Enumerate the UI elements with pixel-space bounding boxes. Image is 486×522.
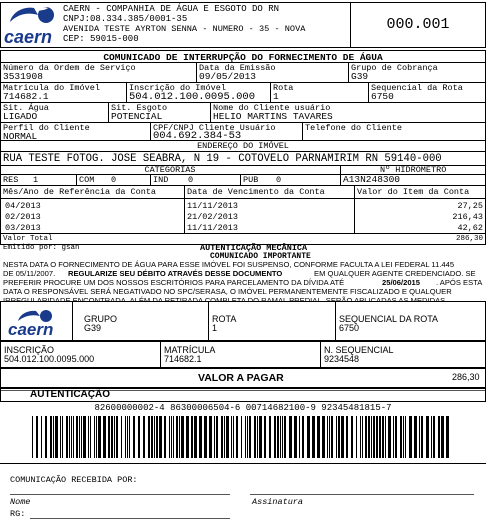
barcode-bar	[371, 416, 372, 458]
barcode-bar	[125, 416, 126, 458]
notice-line-2a: DE 05/11/2007.	[3, 269, 56, 278]
barcode-bar	[216, 416, 218, 458]
barcode-bar	[173, 416, 174, 458]
receipt-name-line	[10, 494, 230, 495]
sit-esgoto-value: POTENCIAL	[111, 111, 163, 122]
stub-nseq-value: 9234548	[324, 354, 360, 364]
barcode-bar	[88, 416, 89, 458]
matricula-value: 714682.1	[3, 91, 49, 102]
barcode-bar	[241, 416, 242, 458]
barcode-bar	[79, 416, 80, 458]
sit-esgoto-label: Sit. Esgoto	[111, 103, 168, 113]
barcode-bar	[299, 416, 300, 458]
autenticacao-label: AUTENTICAÇÃO	[30, 389, 110, 400]
company-cep: CEP: 59015-000	[63, 34, 139, 44]
barcode-bar	[181, 416, 184, 458]
col-ref-header: Mês/Ano de Referência da Conta	[3, 187, 157, 197]
barcode-bar	[302, 416, 304, 458]
sit-agua-label: Sit. Água	[3, 103, 49, 113]
stub-rota-label: ROTA	[212, 314, 237, 324]
total-value: 286,30	[455, 235, 483, 243]
barcode-bar	[236, 416, 238, 458]
barcode-bar	[111, 416, 113, 458]
hidrometro-value: A13N248300	[343, 174, 401, 185]
debt-valor: 27,25	[457, 201, 483, 211]
barcode-bar	[329, 416, 330, 458]
emissao-value: 09/05/2013	[199, 71, 257, 82]
barcode-bar	[73, 416, 74, 458]
debt-venc: 21/02/2013	[187, 212, 239, 222]
com-value: 0	[111, 175, 117, 185]
barcode-bar	[69, 416, 70, 458]
barcode-bar	[284, 416, 286, 458]
barcode-bar	[114, 416, 115, 458]
res-value: 1	[33, 175, 39, 185]
barcode-bar	[312, 416, 315, 458]
barcode-bar	[294, 416, 297, 458]
barcode-bar	[164, 416, 166, 458]
barcode-bar	[41, 416, 42, 458]
cliente-label: Nome do Cliente usuário	[213, 103, 331, 113]
barcode-bar	[403, 416, 404, 458]
barcode-bar	[438, 416, 440, 458]
barcode-digits: 82600000002-4 86300006504-6 00714682100-9 92345481815-7	[94, 403, 392, 413]
stub-inscricao-label: INSCRIÇÃO	[4, 345, 55, 355]
barcode-bar	[143, 416, 145, 458]
barcode-bar	[151, 416, 153, 458]
barcode-bar	[280, 416, 281, 458]
barcode-bar	[331, 416, 333, 458]
barcode-bar	[121, 416, 122, 458]
barcode-bar	[247, 416, 248, 458]
barcode-bar	[138, 416, 140, 458]
barcode-bar	[32, 416, 33, 458]
receipt-header: COMUNICAÇÃO RECEBIDA POR:	[10, 475, 138, 485]
categorias-header: CATEGORIAS	[144, 165, 196, 175]
barcode-bar	[71, 416, 72, 458]
auth-mecanica-label: AUTENTICAÇÃO MECÂNICA	[200, 243, 308, 253]
barcode-bar	[45, 416, 47, 458]
barcode-bar	[226, 416, 229, 458]
barcode-bar	[289, 416, 292, 458]
barcode-bar	[327, 416, 328, 458]
endereco-value: RUA TESTE FOTOG. JOSE SEABRA, N 19 - COTOVELO PARNAMIRIM RN 59140-000	[3, 153, 442, 165]
barcode-bar	[356, 416, 357, 458]
os-label: Número da Ordem de Serviço	[3, 63, 136, 73]
barcode-bar	[307, 416, 310, 458]
cliente-value: HELIO MARTINS TAVARES	[213, 111, 333, 122]
barcode-bar	[317, 416, 320, 458]
valor-a-pagar-label: VALOR A PAGAR	[198, 372, 284, 384]
rota-label: Rota	[273, 83, 294, 93]
barcode-bar	[233, 416, 234, 458]
cpf-label: CPF/CNPJ Cliente Usuário	[153, 123, 276, 133]
pub-value: 0	[276, 175, 282, 185]
barcode-bar	[90, 416, 91, 458]
barcode-bar	[393, 416, 394, 458]
barcode-bar	[433, 416, 435, 458]
emissao-label: Data da Emissão	[199, 63, 276, 73]
barcode-bar	[405, 416, 406, 458]
barcode-bar	[60, 416, 61, 458]
sit-agua-value: LIGADO	[3, 111, 38, 122]
col-venc-header: Data de Vencimento da Conta	[187, 187, 325, 197]
barcode-bar	[269, 416, 271, 458]
grupo-label: Grupo de Cobrança	[351, 63, 438, 73]
barcode-bar	[194, 416, 197, 458]
caern-logo	[4, 4, 58, 46]
barcode-bar	[133, 416, 135, 458]
receipt-signature-line	[250, 494, 474, 495]
barcode-bar	[379, 416, 381, 458]
barcode-bar	[414, 416, 417, 458]
barcode-bar	[176, 416, 178, 458]
debt-valor: 216,43	[452, 212, 483, 222]
barcode-bar	[94, 416, 95, 458]
barcode-bar	[62, 416, 63, 458]
barcode-bar	[186, 416, 189, 458]
barcode-bar	[431, 416, 432, 458]
stub-matricula-value: 714682.1	[164, 354, 202, 364]
receipt-assinatura-label: Assinatura	[252, 497, 304, 507]
ind-value: 0	[188, 175, 194, 185]
company-cnpj: CNPJ:08.334.385/0001-35	[63, 14, 188, 24]
barcode-bar	[373, 416, 375, 458]
barcode-bar	[277, 416, 279, 458]
barcode-bar	[341, 416, 344, 458]
debt-venc: 11/11/2013	[187, 201, 239, 211]
barcode-bar	[154, 416, 155, 458]
barcode-bar	[259, 416, 262, 458]
barcode-bar	[129, 416, 130, 458]
barcode-bar	[103, 416, 106, 458]
logo-text: caern	[4, 27, 53, 47]
company-address: AVENIDA TESTE AYRTON SENNA - NUMERO - 35 - NOVA	[63, 24, 306, 34]
notice-line-4: DATA O RESPONSÁVEL SERÁ NEGATIVADO NO SPC/SERASA, O IMÓVEL PERMANENTEMENTE FISCALIZADO E QUALQUER	[3, 287, 452, 296]
stub-matricula-label: MATRÍCULA	[164, 345, 216, 355]
barcode-bar	[388, 416, 391, 458]
barcode-bar	[245, 416, 246, 458]
barcode-bar	[282, 416, 283, 458]
receipt-rg-label: RG:	[10, 509, 26, 519]
barcode-bar	[221, 416, 223, 458]
receipt-nome-label: Nome	[10, 497, 31, 507]
stub-logo-text: caern	[8, 320, 54, 339]
barcode-bar	[351, 416, 353, 458]
caern-stub-logo	[8, 309, 68, 339]
stub-nseq-label: N. SEQUENCIAL	[324, 345, 394, 355]
notice-line-3c: . APÓS ESTA	[436, 278, 483, 287]
barcode-bar	[360, 416, 361, 458]
stub-grupo-label: GRUPO	[84, 314, 118, 324]
notice-title: COMUNICADO DE INTERRUPÇÃO DO FORNECIMENTO DE ÁGUA	[103, 52, 383, 63]
barcode-bar	[191, 416, 193, 458]
pub-label: PUB	[243, 175, 259, 185]
barcode-bar	[171, 416, 172, 458]
barcode-bar	[426, 416, 429, 458]
barcode-bar	[446, 416, 449, 458]
barcode-bar	[66, 416, 68, 458]
notice-line-3b: 25/06/2015	[382, 278, 421, 287]
barcode-bar	[76, 416, 78, 458]
barcode-bar	[385, 416, 386, 458]
barcode-bar	[395, 416, 397, 458]
barcode-bar	[419, 416, 420, 458]
rota-value: 1	[273, 91, 279, 102]
stub-seq-label: SEQUENCIAL DA ROTA	[339, 314, 439, 324]
grupo-value: G39	[351, 71, 369, 82]
perfil-value: NORMAL	[3, 131, 38, 142]
ind-label: IND	[153, 175, 169, 185]
barcode-bar	[346, 416, 348, 458]
document-number: 000.001	[386, 16, 450, 33]
barcode-bar	[214, 416, 215, 458]
emitido-label: Emitido por: gsan	[3, 244, 80, 252]
endereco-header: ENDEREÇO DO IMÓVEL	[197, 141, 289, 151]
barcode-bar	[116, 416, 118, 458]
total-label: Valor Total	[3, 235, 53, 243]
barcode-bar	[36, 416, 38, 458]
debt-venc: 11/11/2013	[187, 223, 239, 233]
barcode-bar	[338, 416, 340, 458]
barcode-bar	[231, 416, 232, 458]
notice-line-2c: EM QUALQUER AGENTE CREDENCIADO. SE	[314, 269, 476, 278]
notice-line-1: NESTA DATA O FORNECIMENTO DE ÁGUA PARA ESSE IMÓVEL FOI SUSPENSO, CONFORME FACULTA A LEI FEDERAL 11.445	[3, 260, 455, 269]
barcode-bar	[409, 416, 412, 458]
barcode-bar	[322, 416, 325, 458]
company-name: CAERN - COMPANHIA DE ÁGUA E ESGOTO DO RN	[63, 4, 280, 14]
barcode-bar	[204, 416, 207, 458]
barcode-bar	[98, 416, 101, 458]
inscricao-label: Inscrição do Imóvel	[129, 83, 226, 93]
telefone-label: Telefone do Cliente	[305, 123, 402, 133]
barcode-bar	[264, 416, 266, 458]
barcode	[30, 416, 456, 458]
notice-line-2b: REGULARIZE SEU DÉBITO ATRAVÉS DESSE DOCUMENTO	[68, 269, 283, 278]
barcode-bar	[50, 416, 52, 458]
col-valor-header: Valor do Item da Conta	[357, 187, 470, 197]
barcode-bar	[53, 416, 54, 458]
barcode-bar	[199, 416, 202, 458]
barcode-bar	[441, 416, 444, 458]
perfil-label: Perfil do Cliente	[3, 123, 90, 133]
barcode-bar	[254, 416, 256, 458]
seq-label: Sequencial da Rota	[371, 83, 463, 93]
barcode-bar	[421, 416, 423, 458]
barcode-bar	[365, 416, 367, 458]
res-label: RES	[3, 175, 19, 185]
barcode-bar	[81, 416, 82, 458]
hidrometro-label: Nº HIDROMETRO	[380, 165, 447, 175]
barcode-bar	[249, 416, 251, 458]
barcode-bar	[274, 416, 276, 458]
debt-ref: 04/2013	[5, 201, 41, 211]
stub-rota-value: 1	[212, 323, 218, 333]
valor-a-pagar-value: 286,30	[452, 372, 480, 382]
barcode-bar	[127, 416, 128, 458]
notice-header: COMUNICADO IMPORTANTE	[210, 252, 311, 261]
barcode-bar	[169, 416, 170, 458]
inscricao-value: 504.012.100.0095.000	[129, 91, 256, 103]
barcode-bar	[159, 416, 162, 458]
barcode-bar	[382, 416, 384, 458]
notice-line-3a: PREFERIR PROCURE UM DOS NOSSOS ESCRITÓRIOS PARA PARCELAMENTO DA DÍVIDA ATÉ	[3, 278, 345, 287]
com-label: COM	[79, 175, 95, 185]
barcode-bar	[148, 416, 150, 458]
barcode-bar	[179, 416, 180, 458]
barcode-bar	[55, 416, 58, 458]
barcode-bar	[156, 416, 158, 458]
barcode-bar	[368, 416, 370, 458]
barcode-bar	[336, 416, 337, 458]
stub-inscricao-value: 504.012.100.0095.000	[4, 354, 95, 364]
debt-ref: 02/2013	[5, 212, 41, 222]
stub-grupo-value: G39	[84, 323, 102, 333]
debt-ref: 03/2013	[5, 223, 41, 233]
matricula-label: Matricula do Imóvel	[3, 83, 100, 93]
debt-valor: 42,62	[457, 223, 483, 233]
barcode-bar	[96, 416, 97, 458]
barcode-bar	[400, 416, 402, 458]
cpf-value: 004.692.384-53	[153, 130, 242, 142]
os-value: 3531908	[3, 71, 43, 82]
barcode-bar	[224, 416, 225, 458]
barcode-bar	[257, 416, 258, 458]
stub-seq-value: 6750	[339, 323, 360, 333]
barcode-bar	[376, 416, 378, 458]
barcode-bar	[362, 416, 363, 458]
barcode-bar	[83, 416, 86, 458]
barcode-bar	[209, 416, 212, 458]
receipt-rg-line	[30, 518, 230, 519]
barcode-bar	[108, 416, 110, 458]
seq-value: 6750	[371, 91, 394, 102]
